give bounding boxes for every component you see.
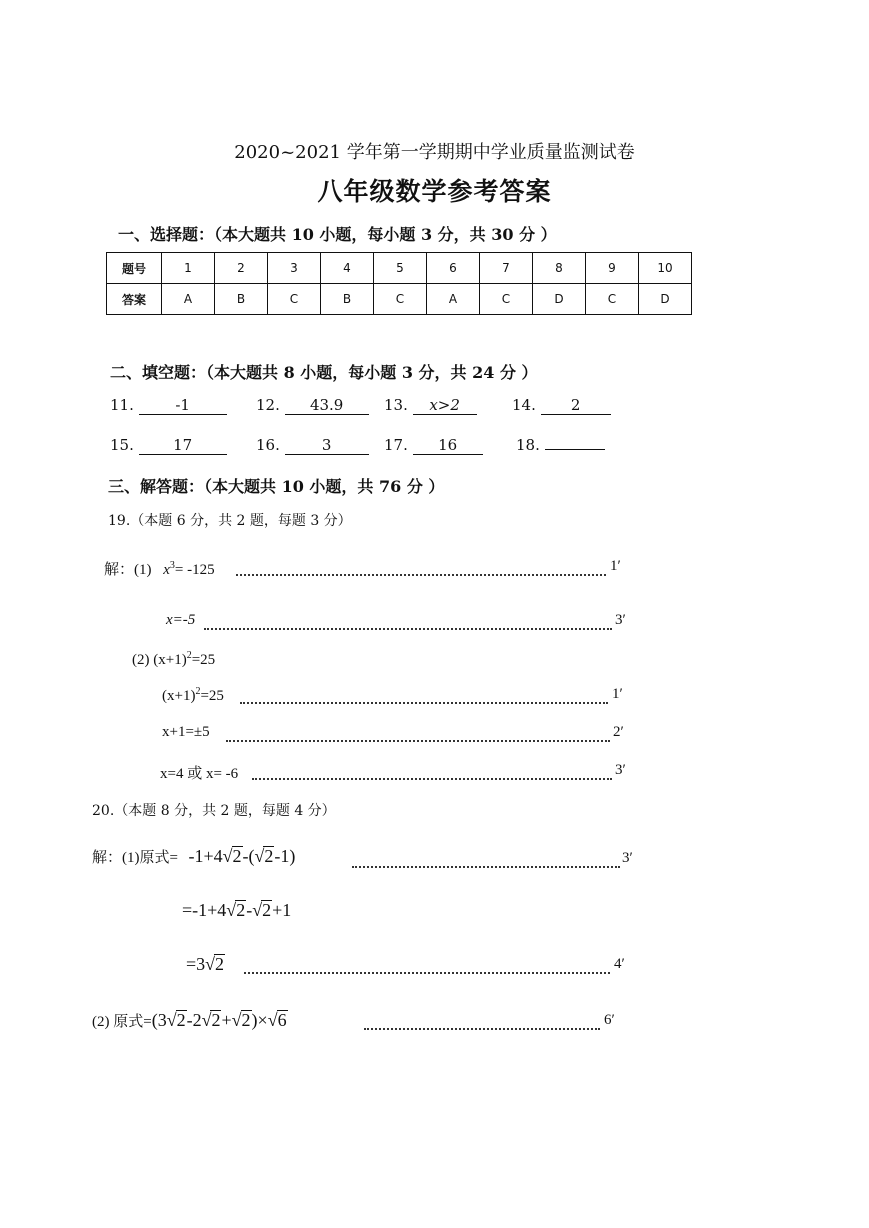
question-row xyxy=(107,253,692,284)
fill-answer: x>2 xyxy=(413,396,477,415)
score-mark: 1′ xyxy=(610,558,621,574)
expr-part: - xyxy=(246,900,253,920)
fill-number: 15. xyxy=(110,436,134,454)
exponent: 2 xyxy=(195,686,201,697)
dot-leader xyxy=(252,778,612,780)
answer-cell: C xyxy=(480,284,533,315)
section2-heading: 二、填空题：（本大题共 8 小题，每小题 3 分，共 24 分 ） xyxy=(110,363,538,382)
question-cell: 8 xyxy=(533,253,586,284)
dot-leader xyxy=(244,972,610,974)
q19-line5: x=4 或 x= -6 xyxy=(160,766,239,782)
fill-answer: -1 xyxy=(139,396,227,415)
answer-row xyxy=(107,284,692,315)
section1-heading: 一、选择题：（本大题共 10 小题，每小题 3 分，共 30 分 ） xyxy=(118,225,557,244)
fill-item-16 xyxy=(256,436,369,455)
fill-number: 11. xyxy=(110,396,134,414)
answer-cell: C xyxy=(268,284,321,315)
score-mark: 1′ xyxy=(612,686,623,702)
question-cell: 3 xyxy=(268,253,321,284)
answer-cell: D xyxy=(533,284,586,315)
answer-cell: C xyxy=(586,284,639,315)
fill-answer: 17 xyxy=(139,436,227,455)
part-label: (2) 原式= xyxy=(92,1014,152,1030)
dot-leader xyxy=(236,574,606,576)
answer-cell: A xyxy=(162,284,215,315)
question-cell: 5 xyxy=(374,253,427,284)
fill-answer: 43.9 xyxy=(285,396,369,415)
expr-part: -1) xyxy=(274,846,296,866)
solution-label: 解：(1)原式= xyxy=(92,850,178,866)
question-cell: 2 xyxy=(215,253,268,284)
score-mark: 2′ xyxy=(613,724,624,740)
fill-item-12 xyxy=(256,396,369,415)
radicand: 2 xyxy=(262,900,272,920)
q19-line1 xyxy=(104,558,215,579)
expr-part: -1+4 xyxy=(188,846,223,866)
q20-line3 xyxy=(186,954,225,975)
score-mark: 4′ xyxy=(614,956,625,972)
expr-part: -( xyxy=(242,846,255,866)
score-mark: 3′ xyxy=(615,612,626,628)
sqrt-icon: √ xyxy=(201,1010,212,1030)
variable: x xyxy=(163,562,170,578)
question-cell: 10 xyxy=(639,253,692,284)
expr-part: )× xyxy=(251,1010,268,1030)
q19-part2 xyxy=(132,650,215,669)
radicand: 2 xyxy=(241,1010,251,1030)
sqrt-icon: √ xyxy=(254,846,265,866)
sqrt-icon: √ xyxy=(222,846,233,866)
dot-leader xyxy=(204,628,612,630)
answer-header-cell: 答案 xyxy=(107,284,162,315)
fill-item-13 xyxy=(384,396,477,415)
fill-number: 14. xyxy=(512,396,536,414)
fill-answer: 3 xyxy=(285,436,369,455)
question-cell: 1 xyxy=(162,253,215,284)
exponent: 3 xyxy=(169,560,175,571)
sqrt-icon: √ xyxy=(231,1010,242,1030)
fill-answer xyxy=(545,449,605,450)
score-mark: 3′ xyxy=(622,850,633,866)
dot-leader xyxy=(352,866,620,868)
radicand: 2 xyxy=(236,900,246,920)
q19-line3 xyxy=(162,686,224,705)
fill-item-14 xyxy=(512,396,611,415)
question-cell: 9 xyxy=(586,253,639,284)
q20-part2 xyxy=(92,1010,288,1031)
radicand: 2 xyxy=(232,846,242,866)
q19-line2: x=-5 xyxy=(166,612,196,628)
fill-item-17 xyxy=(384,436,483,455)
q20-heading: 20.（本题 8 分，共 2 题，每题 4 分） xyxy=(92,803,336,819)
answer-table xyxy=(106,252,692,315)
fill-number: 13. xyxy=(384,396,408,414)
sqrt-icon: √ xyxy=(226,900,237,920)
fill-number: 18. xyxy=(516,436,540,454)
radicand: 6 xyxy=(277,1010,287,1030)
expr-part: + xyxy=(221,1010,232,1030)
equation-rest: =25 xyxy=(191,652,216,668)
fill-item-18 xyxy=(516,436,605,454)
question-cell: 7 xyxy=(480,253,533,284)
dot-leader xyxy=(364,1028,600,1030)
exam-title: 2020~2021 学年第一学期期中学业质量监测试卷 xyxy=(234,142,635,163)
expr-part: =3 xyxy=(186,954,206,974)
fill-number: 12. xyxy=(256,396,280,414)
question-cell: 4 xyxy=(321,253,374,284)
expr-part: -2 xyxy=(186,1010,202,1030)
sqrt-icon: √ xyxy=(205,954,216,974)
fill-item-11 xyxy=(110,396,227,415)
answer-cell: B xyxy=(215,284,268,315)
dot-leader xyxy=(226,740,610,742)
q19-line4: x+1=±5 xyxy=(162,724,210,740)
sqrt-icon: √ xyxy=(267,1010,278,1030)
section3-heading: 三、解答题：（本大题共 10 小题，共 76 分 ） xyxy=(108,477,445,496)
expr-part: +1 xyxy=(272,900,292,920)
question-cell: 6 xyxy=(427,253,480,284)
score-mark: 6′ xyxy=(604,1012,615,1028)
answer-cell: A xyxy=(427,284,480,315)
question-header-cell: 题号 xyxy=(107,253,162,284)
fill-item-15 xyxy=(110,436,227,455)
equation-rest: =25 xyxy=(200,688,224,704)
fill-number: 17. xyxy=(384,436,408,454)
fill-number: 16. xyxy=(256,436,280,454)
dot-leader xyxy=(240,702,608,704)
radicand: 2 xyxy=(215,954,225,974)
part-label: (2) (x+1) xyxy=(132,652,187,668)
answer-cell: B xyxy=(321,284,374,315)
sqrt-icon: √ xyxy=(252,900,263,920)
fill-answer: 16 xyxy=(413,436,483,455)
q20-line2 xyxy=(182,900,291,921)
exponent: 2 xyxy=(186,650,192,661)
fill-answer: 2 xyxy=(541,396,611,415)
radicand: 2 xyxy=(211,1010,221,1030)
answer-cell: D xyxy=(639,284,692,315)
q19-heading: 19.（本题 6 分，共 2 题，每题 3 分） xyxy=(108,513,352,529)
solution-label: 解：(1) xyxy=(104,562,152,578)
radicand: 2 xyxy=(264,846,274,866)
radicand: 2 xyxy=(176,1010,186,1030)
equation-rest: = -125 xyxy=(174,562,215,578)
expression: (x+1) xyxy=(162,688,196,704)
q20-line1 xyxy=(92,846,295,867)
answer-cell: C xyxy=(374,284,427,315)
score-mark: 3′ xyxy=(615,762,626,778)
expr-part: (3 xyxy=(151,1010,167,1030)
expr-part: =-1+4 xyxy=(182,900,227,920)
answer-key-title: 八年级数学参考答案 xyxy=(317,177,552,206)
sqrt-icon: √ xyxy=(166,1010,177,1030)
